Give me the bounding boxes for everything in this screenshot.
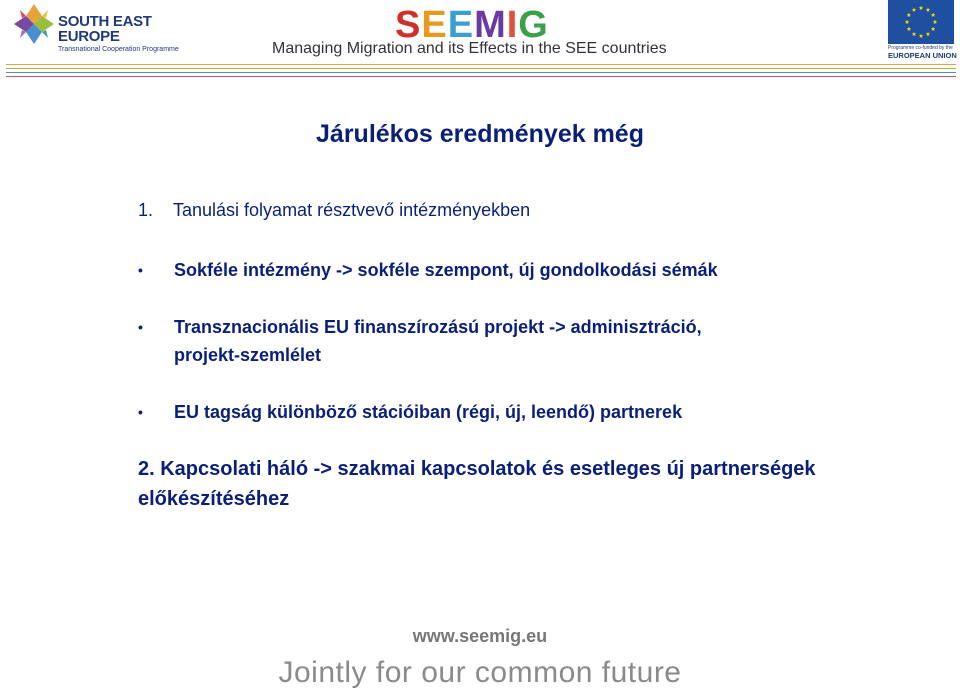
header-stripes	[6, 64, 956, 84]
see-logo-line1: SOUTH EAST	[58, 13, 152, 30]
bullet-text-continuation: projekt-szemlélet	[174, 345, 322, 365]
header-stripe	[6, 68, 956, 69]
item-2-line1: 2. Kapcsolati háló -> szakmai kapcsolatok és esetleges új partnerségek	[138, 458, 816, 480]
see-logo-line3: Transnational Cooperation Programme	[58, 46, 179, 53]
svg-text:SEEMIG: SEEMIG	[395, 4, 549, 42]
bullet-symbol: •	[138, 262, 143, 278]
footer-website-link[interactable]: www.seemig.eu	[412, 626, 548, 646]
bullet-symbol: •	[138, 404, 143, 420]
footer-motto: Jointly for our common future	[278, 656, 682, 689]
header	[0, 0, 960, 90]
see-logo-line2: EUROPE	[58, 28, 120, 45]
header-tagline: Managing Migration and its Effects in the SEE countries	[272, 40, 667, 57]
bullet-symbol: •	[138, 319, 143, 335]
see-star-icon	[12, 2, 56, 46]
item-2-line2: előkészítéséhez	[138, 488, 290, 510]
bullet-text: Transznacionális EU finanszírozású projekt -> adminisztráció,	[174, 317, 702, 337]
eu-logo	[888, 0, 956, 62]
item-1-number: 1.	[138, 200, 154, 220]
eu-flag-icon	[888, 0, 954, 44]
see-programme-logo	[12, 2, 179, 54]
slide-title: Járulékos eredmények még	[316, 120, 644, 148]
eu-logo-line1: Programme co-funded by the	[888, 45, 953, 51]
header-stripe	[6, 64, 956, 65]
item-1	[138, 200, 530, 221]
header-stripe	[6, 72, 956, 73]
bullet-text: EU tagság különböző stációiban (régi, új, leendő) partnerek	[174, 402, 683, 422]
header-stripe	[6, 76, 956, 77]
eu-logo-line2: EUROPEAN UNION	[888, 51, 957, 60]
seemig-logo	[393, 4, 573, 42]
bullet-text: Sokféle intézmény -> sokféle szempont, új gondolkodási sémák	[174, 260, 718, 280]
item-1-text: Tanulási folyamat résztvevő intézményekben	[173, 200, 531, 220]
